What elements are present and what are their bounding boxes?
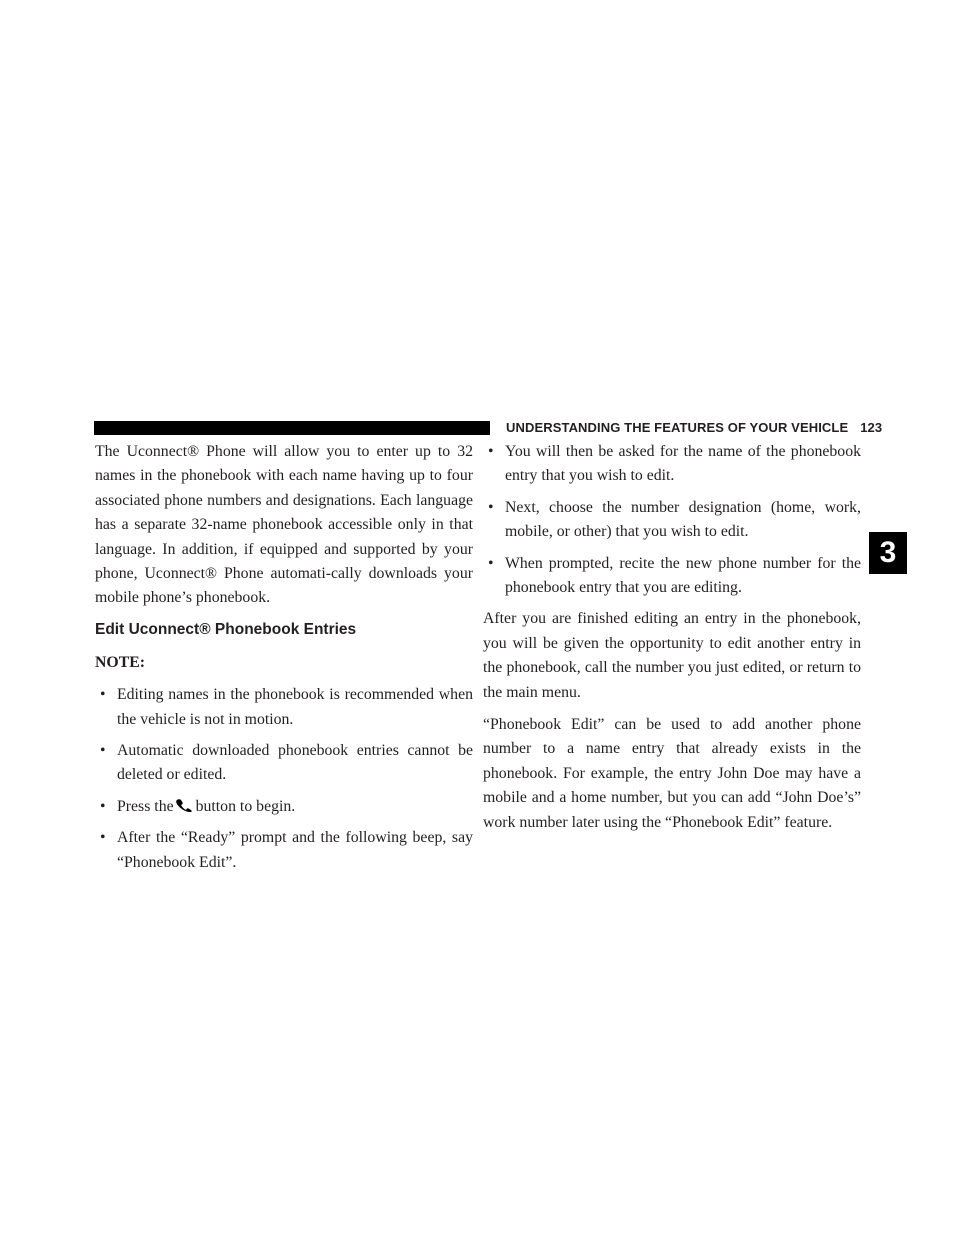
list-item: • Next, choose the number designation (home, work, mobile, or other) that you wish to edit. xyxy=(483,496,861,545)
press-text-after: button to begin. xyxy=(195,797,296,815)
note-bullet-list xyxy=(95,683,473,875)
note-label: NOTE: xyxy=(95,653,146,671)
header-rule-bar xyxy=(94,421,490,435)
intro-paragraph: The Uconnect® Phone will allow you to enter up to 32 names in the phonebook with each name having up to four associated phone numbers and designations. Each language has a separate 32-name phonebook accessible only in that language. In addition, if equipped and supported by your phone, Uconnect® Phone automati-cally downloads your mobile phone’s phonebook. xyxy=(95,443,473,607)
page-header xyxy=(506,418,882,438)
list-item: • After the “Ready” prompt and the following beep, say “Phonebook Edit”. xyxy=(95,826,473,875)
header-title: UNDERSTANDING THE FEATURES OF YOUR VEHICLE xyxy=(506,420,849,435)
step-bullet-list xyxy=(483,440,861,600)
body-paragraph: “Phonebook Edit” can be used to add another phone number to a name entry that already exists in the phonebook. For example, the entry John Doe may have a mobile and a home number, but you can add “John Doe’s” work number later using the “Phonebook Edit” feature. xyxy=(483,716,861,831)
chapter-tab: 3 xyxy=(869,532,907,574)
right-column xyxy=(483,440,861,843)
phone-icon xyxy=(175,798,195,812)
list-item xyxy=(95,795,473,819)
list-item: • You will then be asked for the name of the phonebook entry that you wish to edit. xyxy=(483,440,861,489)
list-item: • When prompted, recite the new phone number for the phonebook entry that you are editing. xyxy=(483,552,861,601)
left-column xyxy=(95,440,473,882)
press-text: Press the xyxy=(117,797,174,815)
list-item: • Automatic downloaded phonebook entries cannot be deleted or edited. xyxy=(95,739,473,788)
page-number: 123 xyxy=(860,420,883,435)
list-item: • Editing names in the phonebook is recommended when the vehicle is not in motion. xyxy=(95,683,473,732)
body-paragraph: After you are finished editing an entry in the phonebook, you will be given the opportunity to edit another entry in the phonebook, call the number you just edited, or return to the main menu. xyxy=(483,610,861,701)
section-heading: Edit Uconnect® Phonebook Entries xyxy=(95,620,357,638)
